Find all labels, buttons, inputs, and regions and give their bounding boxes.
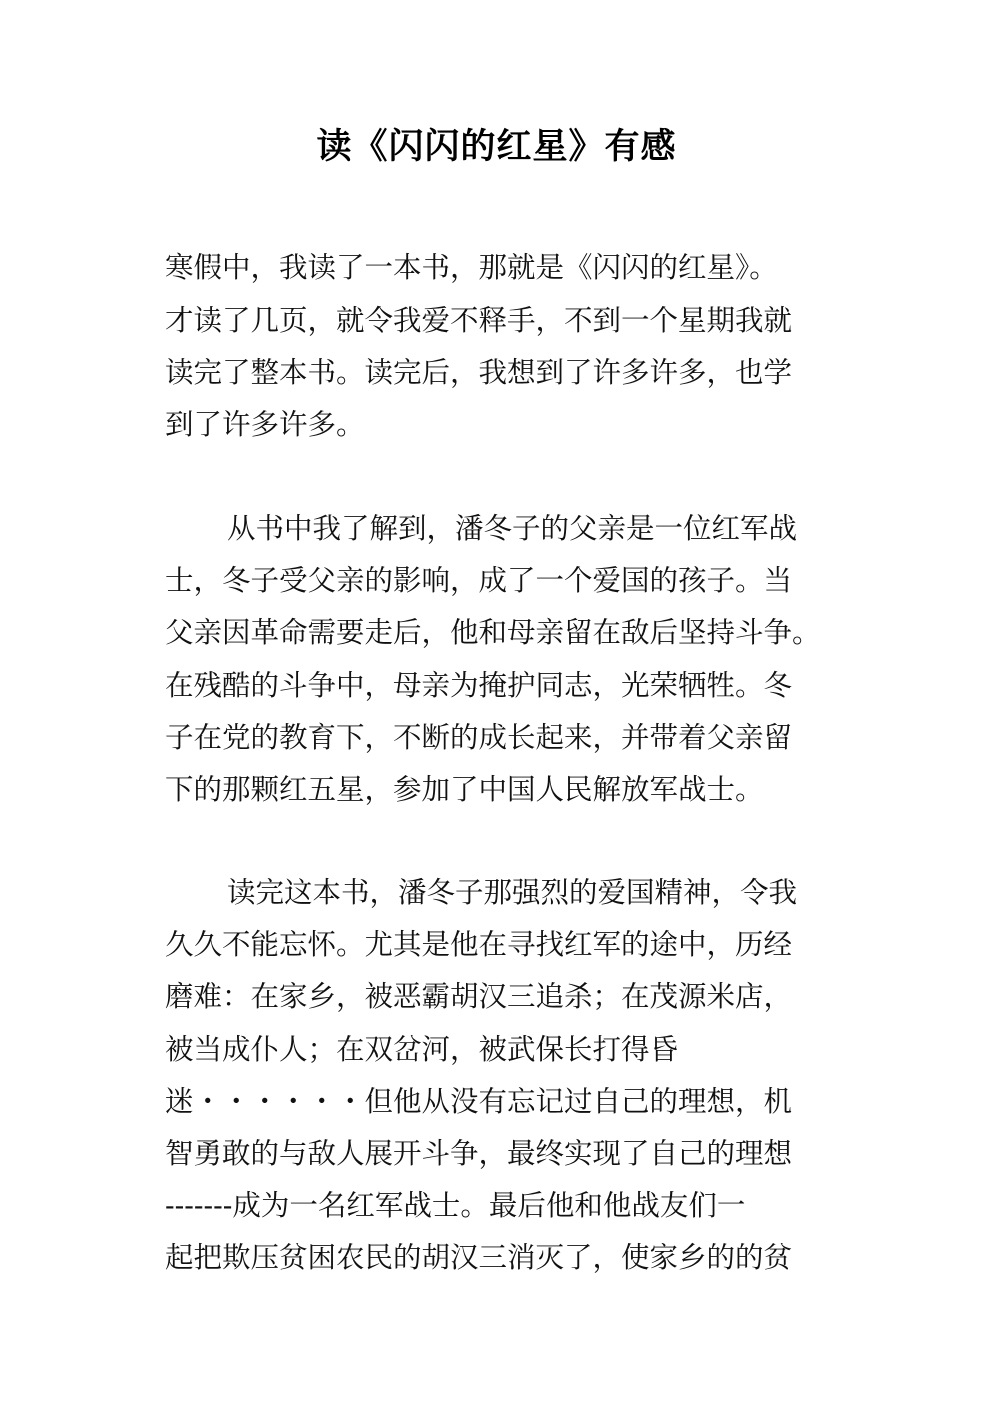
paragraph-3-line-2: 久久不能忘怀。尤其是他在寻找红军的途中，历经 <box>165 928 793 961</box>
paragraph-2-line-3: 父亲因革命需要走后，他和母亲留在敌后坚持斗争。 <box>165 616 821 649</box>
paragraph-1-line-2: 才读了几页，就令我爱不释手，不到一个星期我就 <box>165 304 793 337</box>
paragraph-3-line-7: -------成为一名红军战士。最后他和他战友们一 <box>165 1189 746 1222</box>
paragraph-2-line-1: 从书中我了解到，潘冬子的父亲是一位红军战 <box>227 512 798 545</box>
paragraph-3-line-4: 被当成仆人；在双岔河，被武保长打得昏 <box>165 1033 679 1066</box>
paragraph-3-line-8: 起把欺压贫困农民的胡汉三消灭了，使家乡的的贫 <box>165 1241 793 1274</box>
paragraph-1-line-4: 到了许多许多。 <box>165 408 365 441</box>
document-title: 读《闪闪的红星》有感 <box>316 127 677 167</box>
paragraph-1-line-3: 读完了整本书。读完后，我想到了许多许多，也学 <box>165 356 793 389</box>
paragraph-2-line-5: 子在党的教育下，不断的成长起来，并带着父亲留 <box>165 721 793 754</box>
paragraph-3-line-5: 迷・・・・・・但他从没有忘记过自己的理想，机 <box>165 1085 793 1118</box>
paragraph-1-line-1: 寒假中，我读了一本书，那就是《闪闪的红星》。 <box>165 251 778 284</box>
paragraph-3-line-6: 智勇敢的与敌人展开斗争，最终实现了自己的理想 <box>165 1137 793 1170</box>
paragraph-2-line-2: 士，冬子受父亲的影响，成了一个爱国的孩子。当 <box>165 564 793 597</box>
paragraph-3-line-3: 磨难：在家乡，被恶霸胡汉三追杀；在茂源米店， <box>165 980 793 1013</box>
paragraph-2-line-4: 在残酷的斗争中，母亲为掩护同志，光荣牺牲。冬 <box>165 669 793 702</box>
paragraph-3-line-1: 读完这本书，潘冬子那强烈的爱国精神，令我 <box>227 876 798 909</box>
paragraph-2-line-6: 下的那颗红五星，参加了中国人民解放军战士。 <box>165 773 764 806</box>
